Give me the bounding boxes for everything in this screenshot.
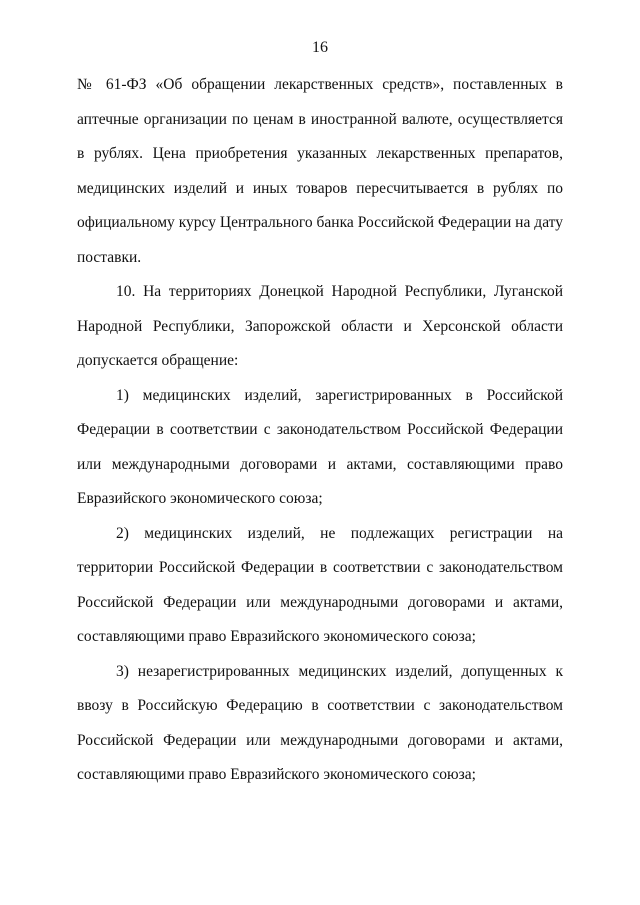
page-number: 16 <box>312 39 328 56</box>
paragraph-item-10: 10. На территориях Донецкой Народной Республики, Луганской Народной Республики, Запорожской области и Херсонской области допускается обращение: <box>77 283 563 369</box>
paragraph-subitem-2: 2) медицинских изделий, не подлежащих регистрации на территории Российской Федерации в соответствии с законодательством Российской Федерации или международными договорами и актами, составляющими право Евразийского экономического союза; <box>77 524 563 645</box>
paragraph-subitem-3: 3) незарегистрированных медицинских изделий, допущенных к ввозу в Российскую Федерацию в соответствии с законодательством Российской Федерации или международными договорами и актами, составляющими право Евразийского экономического союза; <box>77 662 563 783</box>
paragraph-subitem-1: 1) медицинских изделий, зарегистрированных в Российской Федерации в соответствии с законодательством Российской Федерации или международными договорами и актами, составляющими право Евразийского экономического союза; <box>77 386 563 507</box>
document-body <box>77 68 563 793</box>
paragraph-continuation: № 61-ФЗ «Об обращении лекарственных средств», поставленных в аптечные организации по ценам в иностранной валюте, осуществляется в рублях. Цена приобретения указанных лекарственных препаратов, медицинских изделий и иных товаров пересчитывается в рублях по официальному курсу Центрального банка Российской Федерации на дату поставки. <box>77 76 563 266</box>
